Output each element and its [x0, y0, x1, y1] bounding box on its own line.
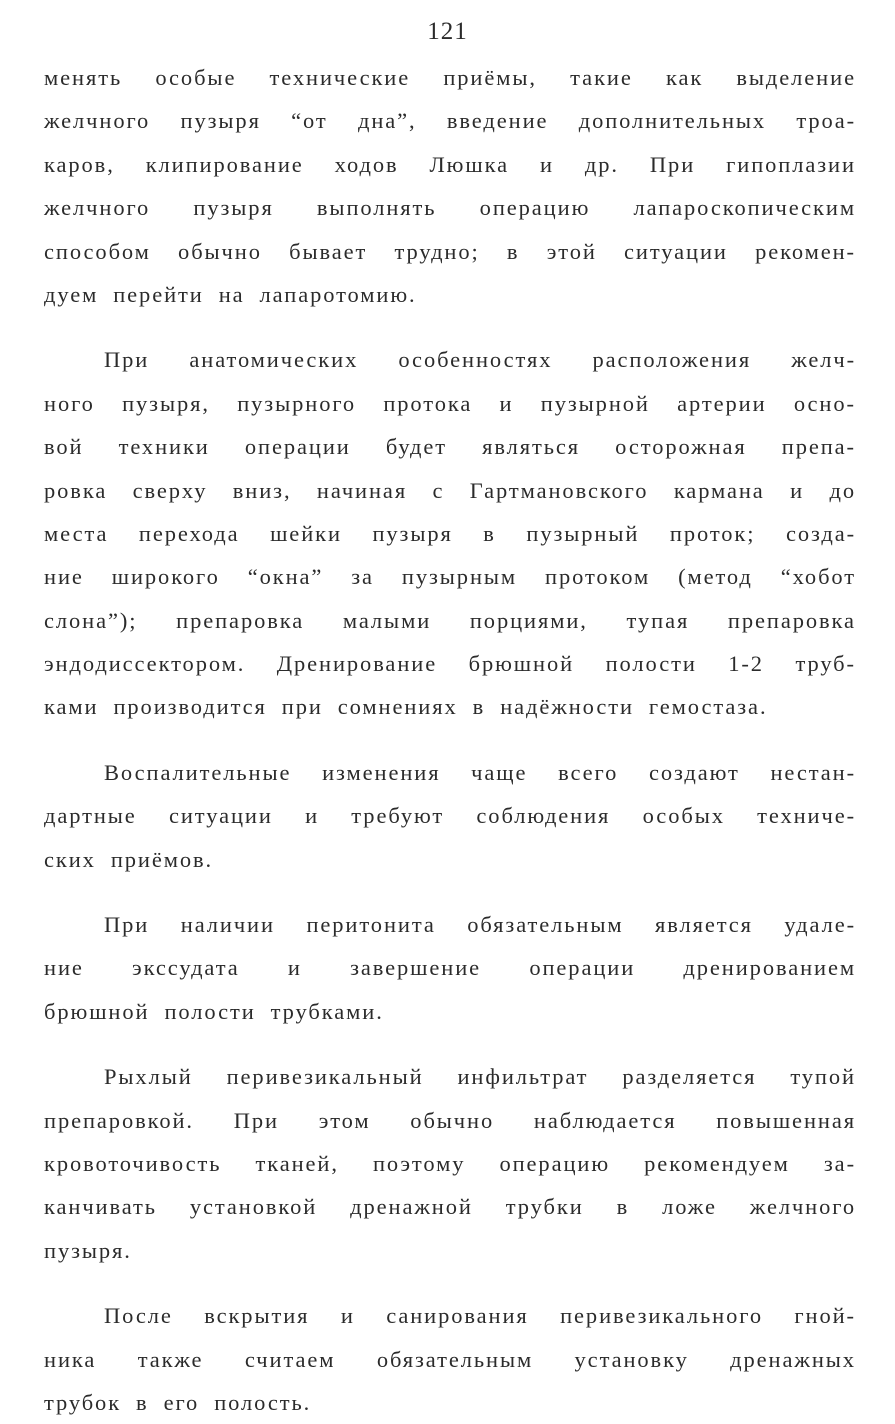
word: перивезикального [560, 1303, 763, 1329]
text-line [44, 751, 856, 794]
word: требуют [351, 803, 445, 829]
word: протоком [545, 564, 651, 590]
text-line [44, 382, 856, 425]
word: желчного [749, 1194, 856, 1220]
word: и [305, 803, 320, 829]
paragraph [44, 338, 856, 729]
text-line [44, 469, 856, 512]
word: Гартмановского [469, 477, 649, 503]
text-line [44, 838, 856, 881]
word: экссудата [132, 955, 240, 981]
word: техниче- [757, 803, 856, 829]
word: операцию [479, 195, 591, 221]
word: эндодиссектором. [44, 651, 246, 677]
word: вой [44, 434, 84, 460]
word: обязательным [467, 912, 624, 938]
word: протока [383, 390, 473, 416]
word: препа- [781, 434, 856, 460]
word: гемостаза. [648, 694, 768, 720]
word: гипоплазии [726, 151, 856, 177]
word: перитонита [306, 912, 436, 938]
text-line [44, 1294, 856, 1337]
text-line [44, 273, 856, 316]
word: препаровка [727, 607, 856, 633]
word: за- [823, 1150, 856, 1176]
word: др. [584, 151, 619, 177]
word: дна”, [357, 108, 417, 134]
word: слона”); [44, 607, 138, 633]
text-line [44, 1381, 856, 1424]
paragraph [44, 56, 856, 316]
paragraph-gap [44, 729, 856, 751]
word: лапаротомию. [259, 281, 417, 307]
word: труб- [795, 651, 856, 677]
paragraph [44, 1294, 856, 1424]
word: и [340, 1303, 355, 1329]
text-line [44, 143, 856, 186]
word: ками [44, 694, 99, 720]
word: дуем [44, 281, 99, 307]
word: После [104, 1303, 173, 1329]
text-line [44, 1099, 856, 1142]
word: ние [44, 955, 84, 981]
word: ложе [662, 1194, 717, 1220]
word: каров, [44, 151, 115, 177]
word: полость. [214, 1389, 312, 1415]
word: осторожная [615, 434, 747, 460]
word: обязательным [376, 1346, 534, 1372]
word: Воспалительные [104, 759, 292, 785]
text-line [44, 56, 856, 99]
text-line [44, 685, 856, 728]
word: клипирование [145, 151, 304, 177]
word: пузыря [372, 520, 453, 546]
text-line [44, 186, 856, 229]
word: осно- [793, 390, 856, 416]
word: этой [546, 238, 597, 264]
word: широкого [111, 564, 220, 590]
word: кровоточивость [44, 1150, 222, 1176]
text-line [44, 338, 856, 381]
paragraph [44, 1055, 856, 1272]
text-line [44, 555, 856, 598]
word: нестан- [770, 759, 856, 785]
word: инфильтрат [457, 1064, 589, 1090]
word: трубок [44, 1389, 122, 1415]
word: расположения [592, 347, 752, 373]
text-line [44, 642, 856, 685]
text-line [44, 1185, 856, 1228]
word: ровка [44, 477, 108, 503]
word: выполнять [316, 195, 437, 221]
word: производится [113, 694, 267, 720]
word: обычно [178, 238, 262, 264]
word: особенностях [398, 347, 553, 373]
word: бывает [289, 238, 368, 264]
word: При [104, 912, 150, 938]
word: дренажной [350, 1194, 473, 1220]
word: пузырного [237, 390, 357, 416]
word: перейти [113, 281, 204, 307]
word: пузырным [401, 564, 518, 590]
word: ходов [334, 151, 399, 177]
text-line [44, 1055, 856, 1098]
word: лапароскопическим [633, 195, 856, 221]
word: шейки [270, 520, 342, 546]
word: его [163, 1389, 200, 1415]
word: ских [44, 846, 96, 872]
word: канчивать [44, 1194, 157, 1220]
word: места [44, 520, 109, 546]
text-line [44, 903, 856, 946]
word: порциями, [469, 607, 588, 633]
word: будет [385, 434, 448, 460]
word: троа- [796, 108, 856, 134]
word: дартные [44, 803, 137, 829]
word: и [790, 477, 805, 503]
word: также [137, 1346, 204, 1372]
word: приёмы, [443, 65, 537, 90]
word: При [649, 151, 696, 177]
word: анатомических [189, 347, 359, 373]
text-line [44, 230, 856, 273]
text-line [44, 512, 856, 555]
word: операции [244, 434, 351, 460]
paragraph-gap [44, 1272, 856, 1294]
word: такие [570, 65, 633, 90]
word: с [432, 477, 445, 503]
text-line [44, 794, 856, 837]
word: сверху [132, 477, 208, 503]
text-line [44, 1229, 856, 1272]
word: При [104, 347, 150, 373]
word: наблюдается [533, 1107, 677, 1133]
word: пузырной [540, 390, 650, 416]
word: начиная [316, 477, 408, 503]
word: созда- [785, 520, 856, 546]
word: трудно; [394, 238, 480, 264]
word: пузыря [193, 195, 274, 221]
word: в [472, 694, 486, 720]
word: считаем [244, 1346, 336, 1372]
word: тупая [626, 607, 690, 633]
word: менять [44, 65, 123, 90]
word: всего [558, 759, 619, 785]
word: операции [529, 955, 636, 981]
word: сомнениях [337, 694, 458, 720]
paragraph-gap [44, 316, 856, 338]
word: приёмов. [110, 846, 214, 872]
word: “окна” [247, 564, 324, 590]
word: препаровка [176, 607, 305, 633]
word: выделение [736, 65, 856, 90]
word: удале- [784, 912, 856, 938]
word: желч- [791, 347, 856, 373]
text-line [44, 990, 856, 1033]
paragraph-gap [44, 881, 856, 903]
word: установку [574, 1346, 689, 1372]
word: полости [164, 998, 256, 1024]
word: завершение [350, 955, 482, 981]
word: ника [44, 1346, 97, 1372]
word: надёжности [500, 694, 634, 720]
text-line [44, 99, 856, 142]
word: как [665, 65, 704, 90]
word: ситуации [624, 238, 728, 264]
word: повышенная [716, 1107, 856, 1133]
word: установкой [189, 1194, 318, 1220]
word: особые [155, 65, 237, 90]
word: желчного [44, 195, 151, 221]
word: способом [44, 238, 151, 264]
word: рекомен- [755, 238, 856, 264]
word: проток; [669, 520, 756, 546]
word: дренированием [683, 955, 856, 981]
word: до [829, 477, 856, 503]
word: рекомендуем [644, 1150, 790, 1176]
word: пузыря. [44, 1237, 132, 1263]
word: операцию [499, 1150, 611, 1176]
word: соблюдения [476, 803, 611, 829]
text-line [44, 599, 856, 642]
word: малыми [342, 607, 432, 633]
word: пузыря [180, 108, 261, 134]
word: технические [269, 65, 411, 90]
word: трубками. [270, 998, 384, 1024]
word: дополнительных [578, 108, 767, 134]
word: тканей, [255, 1150, 339, 1176]
word: (метод [678, 564, 753, 590]
word: является [655, 912, 753, 938]
word: полости [605, 651, 697, 677]
word: кармана [673, 477, 765, 503]
word: ного [44, 390, 95, 416]
paragraph-gap [44, 1033, 856, 1055]
word: обычно [410, 1107, 495, 1133]
word: в [483, 520, 496, 546]
text-line [44, 1338, 856, 1381]
word: за [351, 564, 374, 590]
word: “хобот [780, 564, 856, 590]
word: ние [44, 564, 84, 590]
word: Рыхлый [104, 1064, 193, 1090]
word: дренажных [730, 1346, 856, 1372]
word: тупой [790, 1064, 856, 1090]
paragraph [44, 751, 856, 881]
word: техники [118, 434, 210, 460]
word: ситуации [168, 803, 273, 829]
word: вниз, [232, 477, 292, 503]
word: и [499, 390, 514, 416]
word: “от [291, 108, 328, 134]
word: и [287, 955, 302, 981]
text-line [44, 946, 856, 989]
word: введение [446, 108, 549, 134]
word: на [218, 281, 245, 307]
word: Люшка [429, 151, 509, 177]
word: в [616, 1194, 630, 1220]
word: перивезикальный [226, 1064, 424, 1090]
page-number: 121 [427, 18, 468, 45]
word: и [539, 151, 554, 177]
word: желчного [44, 108, 151, 134]
word: создают [648, 759, 740, 785]
word: При [233, 1107, 279, 1133]
word: вскрытия [204, 1303, 310, 1329]
word: особых [642, 803, 725, 829]
word: в [136, 1389, 149, 1415]
word: гной- [794, 1303, 856, 1329]
word: поэтому [372, 1150, 466, 1176]
text-line [44, 1142, 856, 1185]
word: являться [482, 434, 581, 460]
word: пузыря, [122, 390, 210, 416]
word: Дренирование [276, 651, 438, 677]
word: перехода [138, 520, 240, 546]
word: брюшной [44, 998, 150, 1024]
word: 1-2 [728, 651, 764, 677]
document-body [44, 56, 856, 1424]
word: пузырный [526, 520, 640, 546]
word: этом [318, 1107, 371, 1133]
word: наличии [180, 912, 275, 938]
word: разделяется [622, 1064, 757, 1090]
word: брюшной [468, 651, 575, 677]
word: при [281, 694, 323, 720]
text-line [44, 425, 856, 468]
paragraph [44, 903, 856, 1033]
word: чаще [471, 759, 528, 785]
word: санирования [386, 1303, 529, 1329]
word: препаровкой. [44, 1107, 194, 1133]
word: в [506, 238, 520, 264]
word: изменения [322, 759, 441, 785]
word: трубки [505, 1194, 584, 1220]
word: артерии [677, 390, 767, 416]
